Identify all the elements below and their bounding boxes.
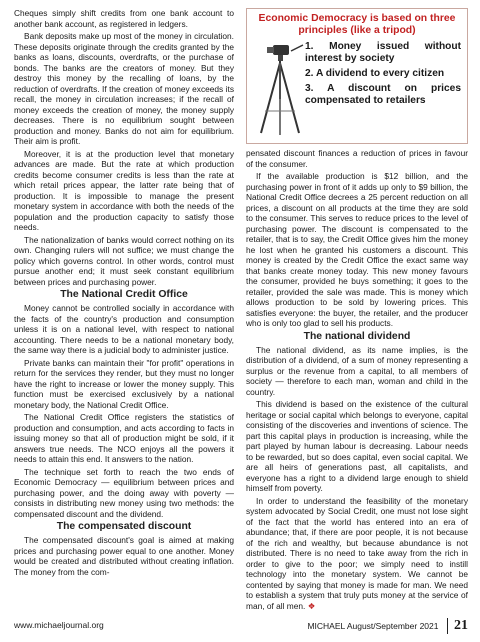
principle-item: 1. Money issued without interest by society — [305, 41, 461, 64]
paragraph — [246, 496, 468, 612]
end-mark-icon: ❖ — [307, 600, 316, 611]
paragraph: pensated discount finances a reduction of prices in favour of the consumer. — [246, 148, 468, 169]
box-title: Economic Democracy is based on three principles (like a tripod) — [258, 13, 456, 36]
paragraph: The national dividend, as its name implies, is the distribution of a dividend, of a sum of money representing a surplus or the revenue from a capital, to all members of society — therefore to each man, woman and child in the country. — [246, 344, 468, 397]
page-footer — [14, 618, 468, 634]
heading-national-credit-office: The National Credit Office — [60, 289, 188, 300]
tripod-icon — [253, 41, 305, 137]
paragraph: The technique set forth to reach the two ends of Economic Democracy — equilibrium between prices and purchasing power, and the doing away with poverty — consists in distributing new money using two methods: the compensated discount and the dividend. — [14, 466, 234, 519]
issue-label: MICHAEL August/September 2021 — [307, 621, 439, 631]
heading-compensated-discount: The compensated discount — [56, 521, 192, 532]
paragraph: Bank deposits make up most of the money in circulation. These deposits originate through the credits granted by the banks as loans, discounts, overdrafts, or the purchase of bonds. The banks are the creators of money. But they destroy this money by the recalling of loans, by the reduction of overdrafts. If the creation of money exceeds its recall, the money in circulation increases; if the recall of money exceeds the creation of money, the money supply decreases. There is no equilibrium sought between production and money. Banks do not aim for equilibrium. Their aim is profit. — [14, 31, 234, 146]
paragraph-text: In order to understand the feasibility of the monetary system advocated by Social Credit, one must not lose sight of the fact that the world has entered into an era of abundance; that, if there are poor people, it is not because of the rich and wealthy, but because abundance is not distributed. There is no need to take away from the rich in order to give to the poor; we simply need to instill technology into the monetary system. We cannot be contented by saying that money is made for man. We need to establish a system that truly puts money at the service of man, of all men. — [246, 495, 468, 611]
paragraph: This dividend is based on the existence of the cultural heritage or social capital which belongs to everyone, capital consisting of the discoveries and inventions of science. The part this capital plays in production is increasing, while the part played by human labour is decreasing. Labour needs to be rewarded, but so does capital, even social capital. We are all heirs of generations past, all capitalists, and everyone has a right to a dividend large enough to shield himself from poverty. — [246, 399, 468, 493]
principle-item: 2. A dividend to every citizen — [305, 68, 445, 79]
right-column — [246, 8, 468, 613]
paragraph: Moreover, it is at the production level that monetary advances are made. But the rate at which production credits become consumer credits is less than the rate at which retail prices appear, the latter rate being that of production. It is impossible to manage the present monetary system in accordance with both the needs of the population and the production capacity to satisfy those needs. — [14, 148, 234, 232]
paragraph: Private banks can maintain their "for profit" operations in return for the services they render, but they must no longer have the right to increase or lower the money supply. This function must be exercised exclusively by a national monetary body, the National Credit Office. — [14, 357, 234, 410]
website-link[interactable]: www.michaeljournal.org — [14, 620, 104, 630]
paragraph: The compensated discount's goal is aimed at making prices and purchasing power equal to one another. Money would be created and distributed without creating inflation. The money from the com- — [14, 535, 234, 577]
paragraph: The nationalization of banks would correct nothing on its own. Changing rulers will not suffice; we must change the policy which governs control. In other words, control must pursue another end; it must seek constant equilibrium between prices and purchasing power. — [14, 234, 234, 287]
footer-divider — [447, 618, 449, 634]
principles-list — [305, 41, 461, 137]
paragraph: If the available production is $12 billion, and the purchasing power in front of it adds up only to $9 billion, the National Credit Office decrees a 25 percent reduction on all prices, a discount on all products at the time they are sold to the consumer. This serves to reduce prices to the level of purchasing power. The discount is compensated to the retailer, that is to say, the Credit Office gives him the money he lost when he granted his customers a discount. This money is created by the Credit Office the exact same way that banks create money today. This new money favours the consumer, provided he buys something; it goes to the retailer, provided the sale was made. This is money which allows production to be sold by lowering prices. This satisfies everyone: the buyer, the retailer, and the producer who is only too glad to sell his products. — [246, 171, 468, 328]
principles-box — [246, 8, 468, 144]
principle-item: 3. A discount on prices compensated to retailers — [305, 83, 461, 106]
page-number: 21 — [454, 618, 468, 633]
heading-national-dividend: The national dividend — [303, 330, 411, 342]
paragraph: Money cannot be controlled socially in accordance with the facts of the country's production and consumption unless it is on a national level, with respect to national accounting. There needs to be a national monetary body, the same way there is a judicial body to administer justice. — [14, 303, 234, 355]
paragraph: Cheques simply shift credits from one bank account to another bank account, as registered in ledgers. — [14, 8, 234, 29]
paragraph: The National Credit Office registers the statistics of production and consumption, and acts according to facts in issuing money so that all of production might be sold, if it answers true needs. The NCO enjoys all the powers it needs to attain this end. It answers to the nation. — [14, 412, 234, 464]
left-column — [14, 8, 234, 579]
